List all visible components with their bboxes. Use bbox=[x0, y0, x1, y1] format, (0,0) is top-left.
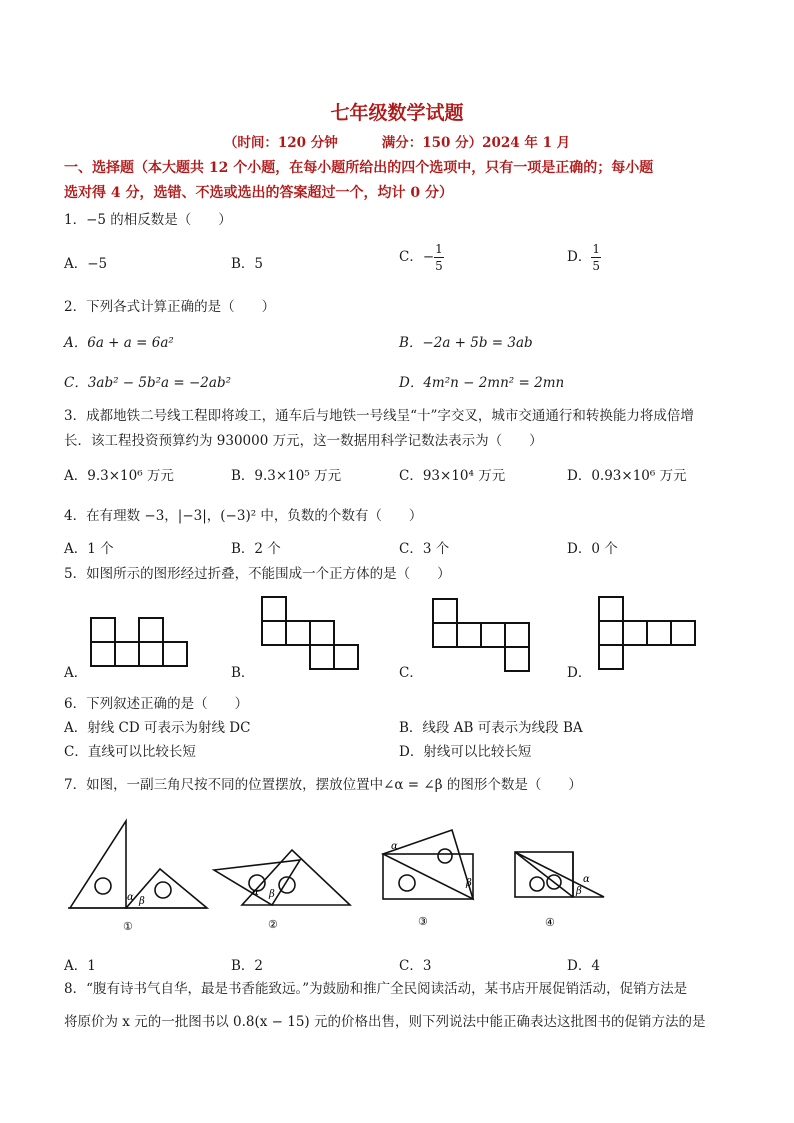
q3-option-a: A．9.3×10⁶ 万元 bbox=[64, 468, 174, 484]
q5-stem: 5．如图所示的图形经过折叠，不能围成一个正方体的是（ ） bbox=[64, 566, 451, 582]
fig-label-2: ② bbox=[268, 918, 278, 931]
fig-label-1: ① bbox=[123, 920, 133, 933]
q7-figure-1 bbox=[66, 820, 211, 935]
q6-option-b: B．线段 AB 可表示为线段 BA bbox=[399, 720, 583, 736]
alpha-label: α bbox=[583, 874, 590, 885]
fraction-d: $\frac{1}{5}$ bbox=[592, 242, 600, 273]
q5-option-c: C． bbox=[399, 665, 423, 681]
q7-figure-4 bbox=[512, 846, 607, 936]
q1-option-c: C．− $\frac{1}{5}$ bbox=[399, 242, 443, 273]
page-title: 七年级数学试题 bbox=[330, 102, 464, 124]
alpha-label: α bbox=[127, 892, 134, 903]
q4-option-d: D．0 个 bbox=[567, 541, 618, 557]
q5-net-c bbox=[432, 598, 534, 674]
q4-stem: 4．在有理数 −3，|−3|，(−3)² 中，负数的个数有（ ） bbox=[64, 508, 423, 524]
beta-label: β bbox=[576, 886, 582, 897]
q6-option-a: A．射线 CD 可表示为射线 DC bbox=[64, 720, 251, 736]
q6-stem: 6．下列叙述正确的是（ ） bbox=[64, 696, 249, 712]
exam-meta bbox=[0, 131, 794, 151]
q7-stem: 7．如图，一副三角尺按不同的位置摆放，摆放位置中∠α = ∠β 的图形个数是（ ） bbox=[64, 777, 582, 793]
q1-option-d: D． $\frac{1}{5}$ bbox=[567, 242, 600, 273]
beta-label: β bbox=[269, 889, 275, 900]
q1-option-a: A．−5 bbox=[64, 256, 108, 272]
q6-option-c: C．直线可以比较长短 bbox=[64, 744, 196, 760]
q7-option-b: B．2 bbox=[231, 958, 264, 974]
section-1-line-1: 一、选择题（本大题共 12 个小题，在每小题所给出的四个选项中，只有一项是正确的；每小题 bbox=[64, 160, 654, 176]
q7-option-d: D．4 bbox=[567, 958, 600, 974]
section-1-line-2: 选对得 4 分，选错、不选或选出的答案超过一个，均计 0 分） bbox=[64, 185, 453, 201]
q7-option-a: A．1 bbox=[64, 958, 96, 974]
q6-option-d: D．射线可以比较长短 bbox=[399, 744, 532, 760]
q1-stem: 1．−5 的相反数是（ ） bbox=[64, 212, 232, 228]
q3-option-d: D．0.93×10⁶ 万元 bbox=[567, 468, 687, 484]
q4-option-a: A．1 个 bbox=[64, 541, 114, 557]
fig-label-4: ④ bbox=[545, 916, 555, 929]
beta-label: β bbox=[466, 878, 472, 889]
q2-stem: 2．下列各式计算正确的是（ ） bbox=[64, 299, 276, 315]
alpha-label: α bbox=[252, 887, 259, 898]
q2-option-d: D．4m²n − 2mn² = 2mn bbox=[399, 375, 565, 391]
q1-option-b: B．5 bbox=[231, 256, 264, 272]
q2-option-c: C．3ab² − 5b²a = −2ab² bbox=[64, 375, 232, 391]
q7-figure-3 bbox=[380, 828, 480, 933]
q3-option-c: C．93×10⁴ 万元 bbox=[399, 468, 506, 484]
q8-line-1: 8．“腹有诗书气自华，最是书香能致远。”为鼓励和推广全民阅读活动，某书店开展促销活动，促销方法是 bbox=[64, 981, 688, 997]
q3-line-2: 长．该工程投资预算约为 930000 万元，这一数据用科学记数法表示为（ ） bbox=[64, 433, 543, 449]
exam-time: （时间：120 分钟 bbox=[223, 135, 338, 151]
q5-option-d: D． bbox=[567, 665, 592, 681]
q2-option-b: B．−2a + 5b = 3ab bbox=[399, 335, 533, 351]
beta-label: β bbox=[139, 896, 145, 907]
exam-score-date: 满分：150 分）2024 年 1 月 bbox=[381, 135, 571, 151]
q7-figure-2 bbox=[212, 830, 354, 935]
q5-option-a: A． bbox=[64, 665, 88, 681]
q2-option-a: A．6a + a = 6a² bbox=[64, 335, 174, 351]
fig-label-3: ③ bbox=[418, 915, 428, 928]
q4-option-b: B．2 个 bbox=[231, 541, 281, 557]
alpha-label: α bbox=[391, 841, 398, 852]
q4-option-c: C．3 个 bbox=[399, 541, 450, 557]
q7-option-c: C．3 bbox=[399, 958, 432, 974]
q8-line-2: 将原价为 x 元的一批图书以 0.8(x − 15) 元的价格出售，则下列说法中能正确表达这批图书的促销方法的是 bbox=[64, 1014, 706, 1030]
q5-net-b bbox=[261, 596, 363, 672]
q5-net-a bbox=[90, 617, 190, 667]
q5-net-d bbox=[598, 596, 698, 672]
q3-line-1: 3．成都地铁二号线工程即将竣工，通车后与地铁一号线呈“十”字交叉，城市交通通行和转换能力将成倍增 bbox=[64, 408, 694, 424]
q5-option-b: B． bbox=[231, 665, 255, 681]
fraction-c: $\frac{1}{5}$ bbox=[435, 242, 443, 273]
q3-option-b: B．9.3×10⁵ 万元 bbox=[231, 468, 342, 484]
